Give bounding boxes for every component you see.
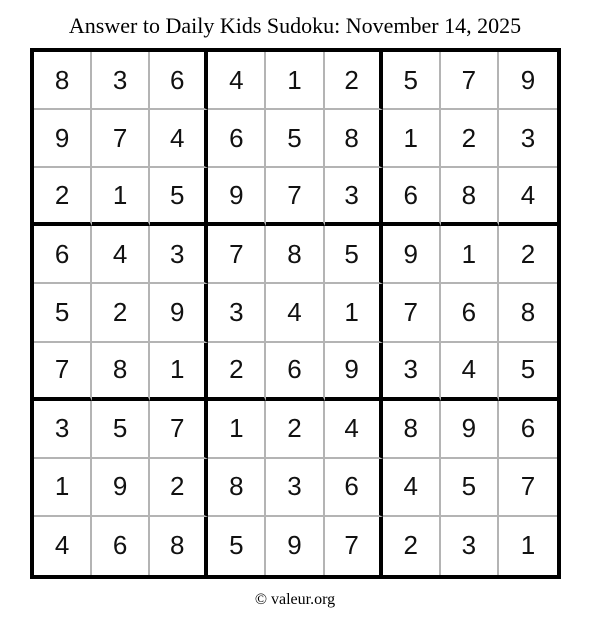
sudoku-cell: 4 <box>266 284 324 342</box>
sudoku-cell: 6 <box>266 343 324 401</box>
sudoku-cell: 7 <box>383 284 441 342</box>
sudoku-cell: 9 <box>208 168 266 226</box>
sudoku-cell: 4 <box>150 110 208 168</box>
sudoku-cell: 6 <box>441 284 499 342</box>
sudoku-cell: 7 <box>266 168 324 226</box>
sudoku-cell: 1 <box>520 530 536 561</box>
sudoku-cell: 5 <box>150 168 208 226</box>
sudoku-cell: 4 <box>92 226 150 284</box>
sudoku-cell: 1 <box>266 52 324 110</box>
sudoku-cell: 8 <box>34 52 92 110</box>
sudoku-cell: 6 <box>92 517 150 575</box>
sudoku-cell: 1 <box>34 459 92 517</box>
sudoku-cell: 1 <box>208 401 266 459</box>
sudoku-cell: 8 <box>266 226 324 284</box>
sudoku-cell: 7 <box>150 401 208 459</box>
sudoku-cell: 3 <box>441 517 499 575</box>
sudoku-cell: 4 <box>208 52 266 110</box>
sudoku-cell: 5 <box>325 226 383 284</box>
sudoku-cell: 4 <box>325 401 383 459</box>
sudoku-cell: 6 <box>208 110 266 168</box>
sudoku-cell: 6 <box>150 52 208 110</box>
sudoku-cell: 9 <box>325 343 383 401</box>
sudoku-cell: 8 <box>150 517 208 575</box>
sudoku-cell: 2 <box>208 343 266 401</box>
sudoku-cell: 1 <box>325 284 383 342</box>
page-title: Answer to Daily Kids Sudoku: November 14, 2025 <box>68 13 522 38</box>
sudoku-cell: 9 <box>383 226 441 284</box>
sudoku-cell: 3 <box>208 284 266 342</box>
sudoku-cell: 9 <box>34 110 92 168</box>
sudoku-cell: 6 <box>325 459 383 517</box>
sudoku-cell: 8 <box>383 401 441 459</box>
sudoku-cell: 7 <box>34 343 92 401</box>
sudoku-cell: 3 <box>34 401 92 459</box>
sudoku-cell: 3 <box>266 459 324 517</box>
sudoku-cell: 6 <box>34 226 92 284</box>
copyright-footer: © valeur.org <box>254 591 336 608</box>
sudoku-cell: 9 <box>150 284 208 342</box>
sudoku-cell: 2 <box>150 459 208 517</box>
sudoku-cell: 5 <box>208 517 266 575</box>
sudoku-cell: 3 <box>499 110 557 168</box>
sudoku-cell: 2 <box>325 52 383 110</box>
sudoku-cell: 2 <box>441 110 499 168</box>
sudoku-cell: 5 <box>499 343 557 401</box>
sudoku-cell: 3 <box>325 168 383 226</box>
sudoku-cell: 2 <box>266 401 324 459</box>
sudoku-cell: 9 <box>266 517 324 575</box>
sudoku-cell: 8 <box>208 459 266 517</box>
sudoku-cell: 4 <box>383 459 441 517</box>
sudoku-grid <box>30 48 561 579</box>
sudoku-cell: 3 <box>383 343 441 401</box>
sudoku-cell: 9 <box>499 52 557 110</box>
sudoku-cell: 7 <box>499 459 557 517</box>
sudoku-cell: 5 <box>441 459 499 517</box>
sudoku-cell: 7 <box>92 110 150 168</box>
sudoku-cell: 5 <box>383 52 441 110</box>
sudoku-cell: 2 <box>383 517 441 575</box>
sudoku-cell: 3 <box>92 52 150 110</box>
sudoku-cell: 3 <box>150 226 208 284</box>
sudoku-cell: 4 <box>34 517 92 575</box>
sudoku-cell: 5 <box>92 401 150 459</box>
sudoku-cell: 9 <box>441 401 499 459</box>
sudoku-cell: 1 <box>92 168 150 226</box>
sudoku-cell: 4 <box>441 343 499 401</box>
sudoku-cell: 9 <box>92 459 150 517</box>
sudoku-cell: 4 <box>499 168 557 226</box>
sudoku-cell: 5 <box>266 110 324 168</box>
sudoku-cell: 7 <box>208 226 266 284</box>
sudoku-cell: 1 <box>441 226 499 284</box>
sudoku-cell: 2 <box>34 168 92 226</box>
sudoku-cell: 1 <box>383 110 441 168</box>
sudoku-cell: 6 <box>383 168 441 226</box>
sudoku-cell: 6 <box>499 401 557 459</box>
sudoku-cell: 5 <box>34 284 92 342</box>
sudoku-cell: 2 <box>92 284 150 342</box>
sudoku-cell: 1 <box>150 343 208 401</box>
sudoku-cell: 2 <box>499 226 557 284</box>
sudoku-cell: 7 <box>441 52 499 110</box>
sudoku-cell: 8 <box>441 168 499 226</box>
sudoku-cell: 7 <box>325 517 383 575</box>
sudoku-cell: 8 <box>499 284 557 342</box>
sudoku-cell: 8 <box>92 343 150 401</box>
sudoku-cell: 8 <box>325 110 383 168</box>
